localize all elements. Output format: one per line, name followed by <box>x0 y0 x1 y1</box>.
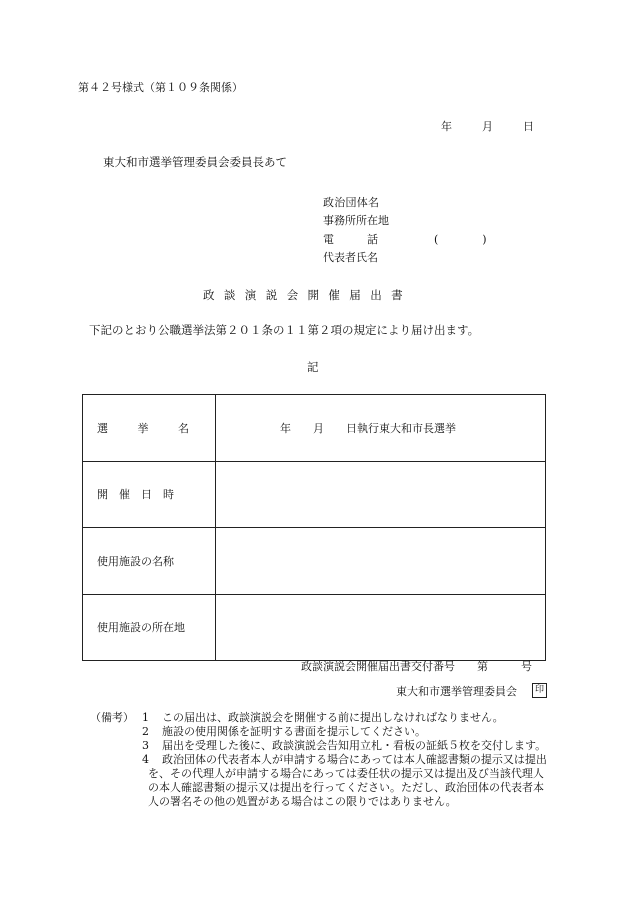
table-row <box>83 594 546 661</box>
org-office-row <box>323 212 523 226</box>
form-number: 第４２号様式（第１０９条関係） <box>78 81 243 94</box>
election-name-label: 選 挙 名 <box>83 395 216 462</box>
receipt-number: 政談演説会開催届出書交付番号 第 号 <box>301 660 532 673</box>
org-representative-label: 代表者氏名 <box>323 251 378 264</box>
datetime-label: 開 催 日 時 <box>83 461 216 528</box>
note-number: 2 <box>142 725 149 738</box>
facility-name-value[interactable] <box>216 528 546 595</box>
org-phone-label: 電 話 <box>323 233 378 246</box>
seal-box: 印 <box>532 683 547 698</box>
note-text: 届出を受理した後に、政談演説会告知用立札・看板の証紙５枚を交付します。 <box>162 739 547 752</box>
election-name-value: 年 月 日執行東大和市長選挙 <box>216 395 546 462</box>
note-text: 施設の使用関係を証明する書面を提示してください。 <box>162 725 426 738</box>
note-number: 1 <box>142 711 149 724</box>
ki-heading: 記 <box>307 360 319 374</box>
org-office-label: 事務所所在地 <box>323 214 389 227</box>
table-row <box>83 395 546 462</box>
org-name-row <box>323 194 523 208</box>
note-number: 4 <box>142 753 149 766</box>
org-phone-row <box>323 231 523 245</box>
details-table <box>82 394 546 661</box>
list-item <box>90 753 550 809</box>
document-title: 政談演説会開催届出書 <box>203 288 412 302</box>
intro-text: 下記のとおり公職選挙法第２０１条の１１第２項の規定により届け出ます。 <box>89 323 480 337</box>
date-line <box>441 121 534 132</box>
datetime-value[interactable] <box>216 461 546 528</box>
date-month: 月 <box>482 120 493 133</box>
org-rep-row <box>323 249 523 263</box>
date-year: 年 <box>441 120 452 133</box>
note-text: この届出は、政談演説会を開催する前に提出しなければなりません。 <box>162 711 504 724</box>
date-day: 日 <box>523 120 534 133</box>
notes-section <box>90 711 550 809</box>
list-item <box>90 739 550 753</box>
list-item <box>90 725 550 739</box>
note-number: 3 <box>142 739 149 752</box>
facility-name-label: 使用施設の名称 <box>83 528 216 595</box>
addressee: 東大和市選挙管理委員会委員長あて <box>103 155 287 169</box>
facility-location-label: 使用施設の所在地 <box>83 594 216 661</box>
phone-parens: ( ) <box>434 233 487 246</box>
facility-location-value[interactable] <box>216 594 546 661</box>
table-row <box>83 528 546 595</box>
table-row <box>83 461 546 528</box>
issuer-name: 東大和市選挙管理委員会 <box>396 685 517 698</box>
notes-heading: （備考） <box>90 711 134 724</box>
list-item <box>90 711 550 725</box>
note-text: 政治団体の代表者本人が申請する場合にあっては本人確認書類の提示又は提出を、その代理人が申請する場合にあっては委任状の提示又は提出及び当該代理人の本人確認書類の提示又は提出を行ってください。ただし、政治団体の代表者本人の署名その他の処置がある場合はこの限りではありません。 <box>148 753 547 808</box>
org-name-label: 政 治 団 体 名 <box>323 196 379 209</box>
